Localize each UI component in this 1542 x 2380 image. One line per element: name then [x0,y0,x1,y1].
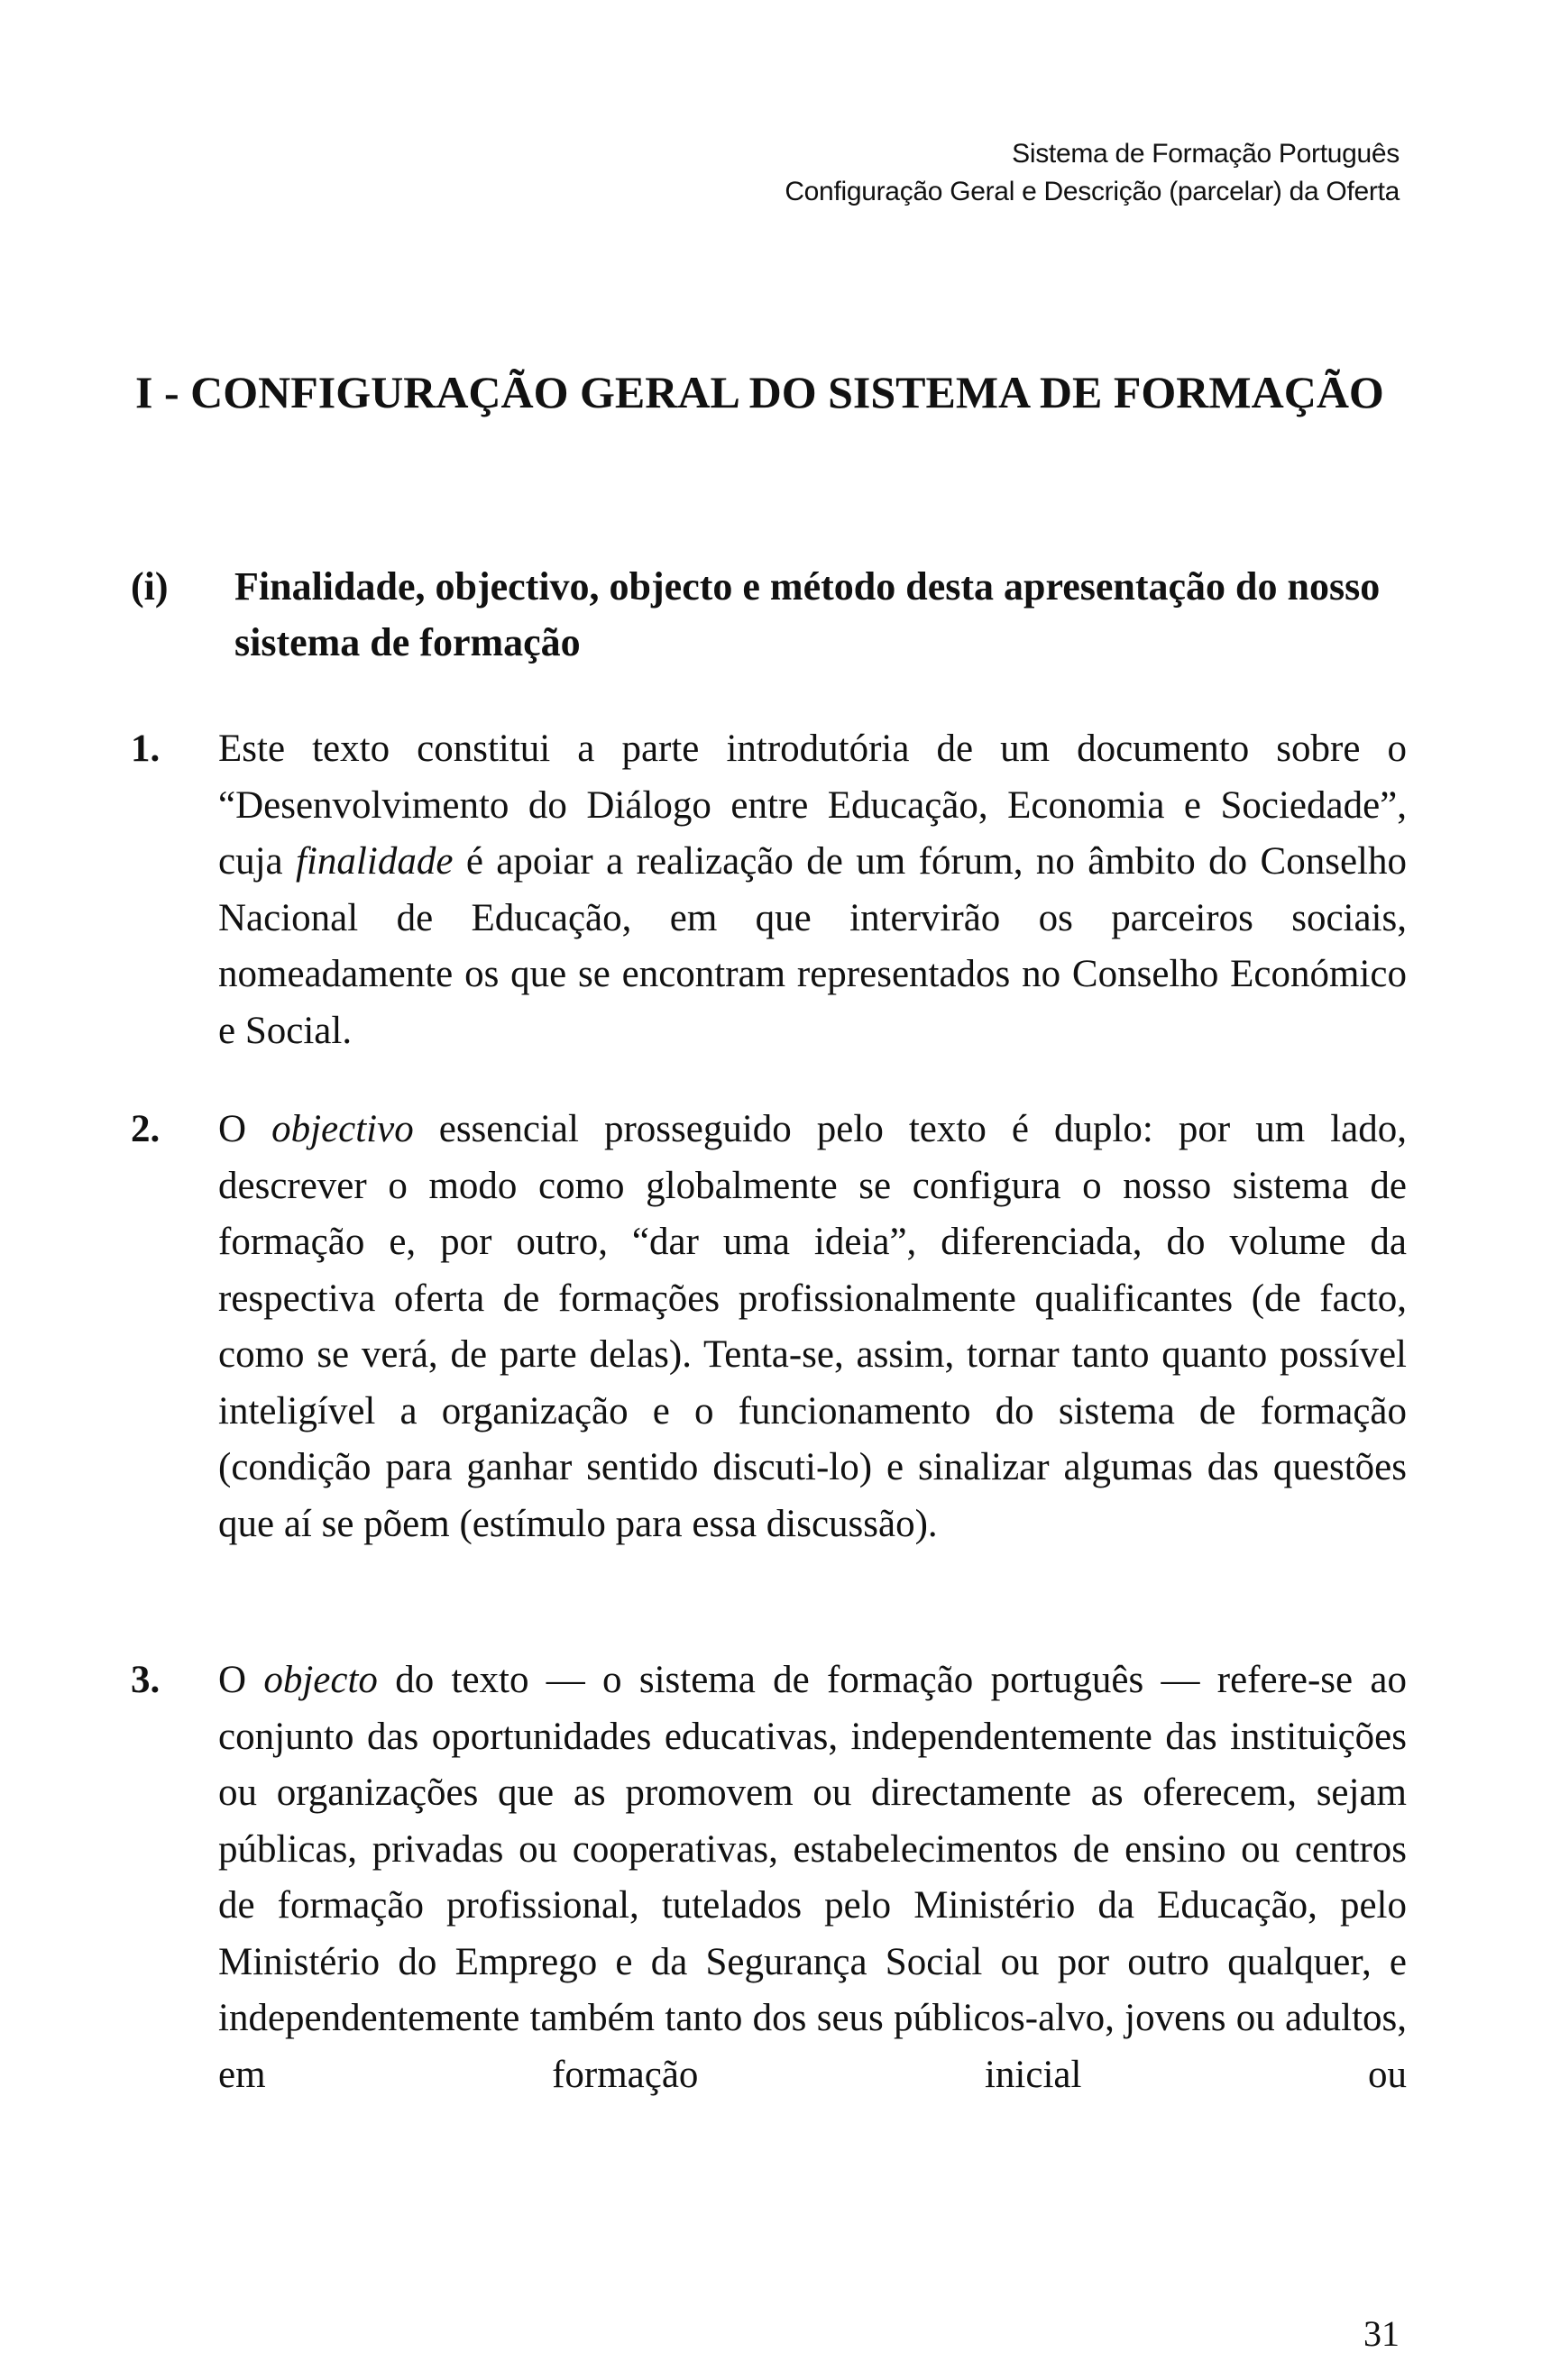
paragraph-3 [131,1652,1407,2103]
paragraph-number: 1. [131,728,161,770]
running-header [785,135,1400,211]
paragraph-emphasis: objecto [263,1659,378,1701]
running-header-title: Sistema de Formação Português [1012,139,1400,169]
paragraph-text [218,1102,1407,1552]
paragraph-number: 3. [131,1659,161,1701]
section-number: (i) [131,564,169,609]
running-header-subtitle: Configuração Geral e Descrição (parcelar) da Oferta [785,177,1400,206]
paragraph-text-start: O [218,1108,272,1150]
paragraph-emphasis: objectivo [271,1108,414,1150]
page-number: 31 [1363,2313,1400,2354]
chapter-title: I - CONFIGURAÇÃO GERAL DO SISTEMA DE FORMAÇÃO [135,367,1384,417]
paragraph-text-end: essencial prosseguido pelo texto é duplo: por um lado, descrever o modo como globalmente se configura o nosso sistema de formação e, por outro, “dar uma ideia”, diferenciada, do volume da respectiva oferta de formações profissionalmente qualificantes (de facto, como se verá, de parte delas). Tenta-se, assim, tornar tanto quanto possível inteligível a organização e o funcionamento do sistema de formação (condição para ganhar sentido discuti-lo) e sinalizar algumas das questões que aí se põem (estímulo para essa discussão). [218,1108,1408,1545]
paragraph-text-start: Este texto constitui a parte introdutória de um documento sobre o “Desenvolvimento do Diálogo entre Educação, Economia e Sociedade”, cuja [218,728,1407,883]
paragraph-emphasis: finalidade [296,840,454,883]
paragraph-text [218,1652,1407,2103]
section-heading [131,559,1411,671]
paragraph-text [218,721,1407,1059]
paragraph-text-end: do texto — o sistema de formação português — refere-se ao conjunto das oportunidades educativas, independentemente das instituições ou organizações que as promovem ou directamente as oferecem, sejam públicas, privadas ou cooperativas, estabelecimentos de ensino ou centros de formação profissional, tutelados pelo Ministério da Educação, pelo Ministério do Emprego e da Segurança Social ou por outro qualquer, e independentemente também tanto dos seus públicos-alvo, jovens ou adultos, em formação inicial ou [218,1659,1407,2096]
paragraph-text-end: é apoiar a realização de um fórum, no âmbito do Conselho Nacional de Educação, em que intervirão os parceiros sociais, nomeadamente os que se encontram representados no Conselho Económico e Social. [218,840,1407,1052]
paragraph-1 [131,721,1407,1059]
paragraph-2 [131,1102,1407,1552]
section-title: Finalidade, objectivo, objecto e método desta apresentação do nosso sistema de formação [234,564,1381,664]
paragraph-number: 2. [131,1108,161,1150]
paragraph-text-start: O [218,1659,264,1701]
